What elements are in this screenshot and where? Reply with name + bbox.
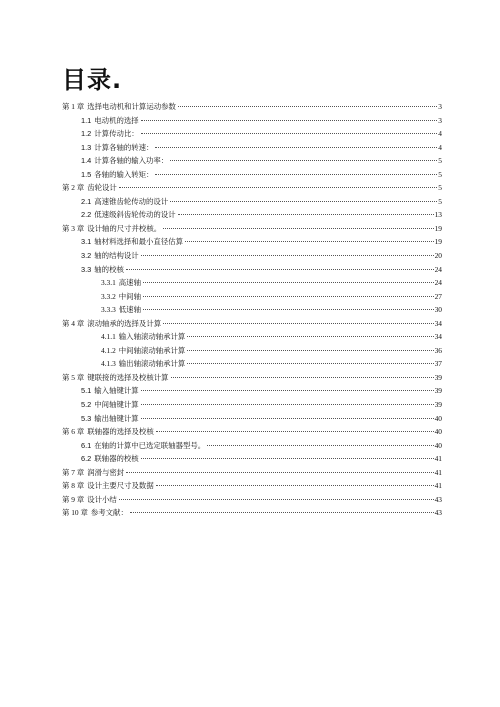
toc-entry-number: 第 5 章 <box>62 372 85 382</box>
dot-leader <box>143 282 434 283</box>
toc-entry-number: 1.5 <box>81 169 92 179</box>
toc-entry[interactable] <box>62 154 442 168</box>
toc-entry-number: 第 2 章 <box>62 183 85 193</box>
toc-entry-title: 键联接的选择及校核计算 <box>87 372 169 382</box>
toc-entry-number: 第 6 章 <box>62 427 85 437</box>
toc-entry-title: 输入轴键计算 <box>94 386 139 396</box>
toc-entry[interactable] <box>62 506 442 520</box>
toc-entry-number: 第 4 章 <box>62 318 85 328</box>
toc-entry-page-number: 39 <box>434 372 442 382</box>
dot-leader <box>143 309 434 310</box>
dot-leader <box>170 201 437 202</box>
toc-entry-page-number: 5 <box>438 156 442 166</box>
toc-entry-number: 第 9 章 <box>62 494 85 504</box>
toc-entry-page-number: 19 <box>434 237 442 247</box>
toc-entry-page-number: 43 <box>434 494 442 504</box>
toc-entry[interactable] <box>62 235 442 249</box>
toc-entry-page-number: 34 <box>434 332 442 342</box>
toc-title: 目录. <box>62 66 123 94</box>
toc-entry-page-number: 5 <box>438 169 442 179</box>
toc-entry-title: 齿轮设计 <box>87 183 117 193</box>
toc-entry-number: 4.1.2 <box>101 345 116 355</box>
toc-entry-number: 5.2 <box>81 400 92 410</box>
toc-entry[interactable] <box>62 127 442 141</box>
dot-leader <box>178 106 437 107</box>
toc-entry[interactable] <box>62 330 442 344</box>
toc-entry-page-number: 19 <box>434 223 442 233</box>
toc-entry-title: 高速锥齿轮传动的设计 <box>94 196 169 206</box>
toc-entry-page-number: 39 <box>434 400 442 410</box>
toc-entry-page-number: 36 <box>434 345 442 355</box>
toc-list <box>62 100 442 520</box>
dot-leader <box>126 472 433 473</box>
toc-entry-page-number: 4 <box>438 129 442 139</box>
toc-entry-number: 5.3 <box>81 413 92 423</box>
toc-entry-title: 参考文献： <box>90 508 128 518</box>
toc-entry-title: 计算各轴的转速： <box>94 142 154 152</box>
dot-leader <box>155 174 437 175</box>
toc-entry[interactable] <box>62 100 442 114</box>
toc-entry-title: 轴材料选择和最小直径估算 <box>94 237 183 247</box>
toc-entry[interactable] <box>62 452 442 466</box>
toc-entry-title: 设计轴的尺寸并校核。 <box>87 223 162 233</box>
toc-entry-number: 6.2 <box>81 454 92 464</box>
dot-leader <box>170 160 437 161</box>
toc-entry-title: 中间轴 <box>118 291 141 301</box>
toc-entry[interactable] <box>62 168 442 182</box>
dot-leader <box>119 187 438 188</box>
toc-entry-title: 计算传动比： <box>94 129 139 139</box>
toc-entry-page-number: 13 <box>434 210 442 220</box>
toc-entry-page-number: 3 <box>438 102 442 111</box>
toc-entry-number: 3.1 <box>81 237 92 247</box>
toc-entry-page-number: 41 <box>434 467 442 477</box>
toc-entry-title: 计算各轴的输入功率： <box>94 156 169 166</box>
toc-entry[interactable] <box>62 398 442 412</box>
toc-entry-title: 输入轴滚动轴承计算 <box>118 332 186 342</box>
toc-entry-number: 第 1 章 <box>62 102 85 111</box>
dot-leader <box>187 336 433 337</box>
toc-entry-number: 1.3 <box>81 142 92 152</box>
toc-entry-title: 选择电动机和计算运动参数 <box>87 102 176 111</box>
toc-entry[interactable] <box>62 141 442 155</box>
dot-leader <box>141 120 438 121</box>
toc-entry[interactable] <box>62 181 442 195</box>
toc-entry[interactable] <box>62 357 442 371</box>
toc-entry[interactable] <box>62 439 442 453</box>
dot-leader <box>141 255 434 256</box>
toc-entry[interactable] <box>62 493 442 507</box>
toc-entry[interactable] <box>62 344 442 358</box>
dot-leader <box>155 147 437 148</box>
toc-entry-title: 联轴器的选择及校核 <box>87 427 154 437</box>
toc-entry-page-number: 5 <box>438 196 442 206</box>
toc-entry[interactable] <box>62 195 442 209</box>
toc-entry-page-number: 41 <box>434 481 442 491</box>
toc-entry-title: 各轴的输入转矩： <box>94 169 154 179</box>
toc-entry-title: 低速级斜齿轮传动的设计 <box>94 210 176 220</box>
toc-entry-number: 1.4 <box>81 156 92 166</box>
dot-leader <box>130 512 434 513</box>
toc-entry[interactable] <box>62 425 442 439</box>
toc-entry[interactable] <box>62 384 442 398</box>
toc-entry-number: 4.1.3 <box>101 359 116 369</box>
toc-entry-page-number: 30 <box>434 305 442 315</box>
toc-entry[interactable] <box>62 466 442 480</box>
toc-entry-title: 输出轴键计算 <box>94 413 139 423</box>
dot-leader <box>156 485 434 486</box>
toc-entry-title: 中间轴滚动轴承计算 <box>118 345 186 355</box>
dot-leader <box>207 445 433 446</box>
dot-leader <box>156 431 434 432</box>
toc-entry-page-number: 40 <box>434 440 442 450</box>
toc-entry[interactable] <box>62 412 442 426</box>
toc-entry-number: 4.1.1 <box>101 332 116 342</box>
toc-entry-number: 2.2 <box>81 210 92 220</box>
toc-entry-page-number: 39 <box>434 386 442 396</box>
toc-entry-page-number: 37 <box>434 359 442 369</box>
toc-entry-title: 联轴器的校核 <box>94 454 139 464</box>
toc-entry[interactable] <box>62 114 442 128</box>
toc-entry-number: 3.3.3 <box>101 305 116 315</box>
dot-leader <box>141 458 434 459</box>
toc-entry-number: 5.1 <box>81 386 92 396</box>
dot-leader <box>141 418 434 419</box>
toc-entry-title: 轴的结构设计 <box>94 251 139 261</box>
toc-entry-title: 在轴的计算中已选定联轴器型号。 <box>94 440 206 450</box>
toc-entry[interactable] <box>62 290 442 304</box>
toc-entry-page-number: 40 <box>434 413 442 423</box>
toc-entry-number: 3.3.1 <box>101 278 116 288</box>
dot-leader <box>141 133 438 134</box>
dot-leader <box>185 241 434 242</box>
toc-entry-number: 2.1 <box>81 196 92 206</box>
toc-entry-title: 设计小结 <box>87 494 117 504</box>
toc-entry[interactable] <box>62 222 442 236</box>
dot-leader <box>163 228 434 229</box>
dot-leader <box>141 390 434 391</box>
toc-entry-number: 1.2 <box>81 129 92 139</box>
toc-entry-page-number: 24 <box>434 278 442 288</box>
toc-entry-page-number: 41 <box>434 454 442 464</box>
toc-entry-page-number: 20 <box>434 251 442 261</box>
toc-entry-title: 中间轴键计算 <box>94 400 139 410</box>
toc-entry-number: 3.3.2 <box>101 291 116 301</box>
toc-entry-title: 输出轴滚动轴承计算 <box>118 359 186 369</box>
toc-entry-title: 高速轴 <box>118 278 141 288</box>
dot-leader <box>187 363 433 364</box>
dot-leader <box>163 323 434 324</box>
toc-entry-page-number: 34 <box>434 318 442 328</box>
toc-entry-page-number: 24 <box>434 264 442 274</box>
dot-leader <box>126 269 434 270</box>
toc-entry-title: 设计主要尺寸及数据 <box>87 481 154 491</box>
toc-entry-number: 第 8 章 <box>62 481 85 491</box>
toc-entry-number: 6.1 <box>81 440 92 450</box>
dot-leader <box>141 404 434 405</box>
toc-entry-page-number: 5 <box>438 183 442 193</box>
toc-entry-page-number: 40 <box>434 427 442 437</box>
toc-entry-title: 轴的校核 <box>94 264 124 274</box>
toc-entry[interactable] <box>62 208 442 222</box>
toc-entry[interactable] <box>62 371 442 385</box>
dot-leader <box>178 214 434 215</box>
dot-leader <box>143 296 434 297</box>
toc-entry-title: 低速轴 <box>118 305 141 315</box>
toc-entry[interactable] <box>62 276 442 290</box>
toc-entry-page-number: 43 <box>434 508 442 518</box>
toc-entry[interactable] <box>62 303 442 317</box>
toc-entry-page-number: 3 <box>438 115 442 125</box>
toc-entry-title: 滚动轴承的选择及计算 <box>87 318 162 328</box>
toc-entry-number: 第 10 章 <box>62 508 88 518</box>
toc-entry-number: 3.2 <box>81 251 92 261</box>
toc-entry-number: 第 7 章 <box>62 467 85 477</box>
toc-entry-title: 电动机的选择 <box>94 115 139 125</box>
toc-entry[interactable] <box>62 479 442 493</box>
dot-leader <box>187 350 433 351</box>
toc-entry[interactable] <box>62 249 442 263</box>
toc-entry[interactable] <box>62 317 442 331</box>
dot-leader <box>171 377 434 378</box>
toc-entry-page-number: 27 <box>434 291 442 301</box>
toc-entry-title: 润滑与密封 <box>87 467 125 477</box>
toc-entry-page-number: 4 <box>438 142 442 152</box>
toc-entry[interactable] <box>62 263 442 277</box>
toc-entry-number: 3.3 <box>81 264 92 274</box>
dot-leader <box>119 499 434 500</box>
toc-entry-number: 1.1 <box>81 115 92 125</box>
toc-entry-number: 第 3 章 <box>62 223 85 233</box>
